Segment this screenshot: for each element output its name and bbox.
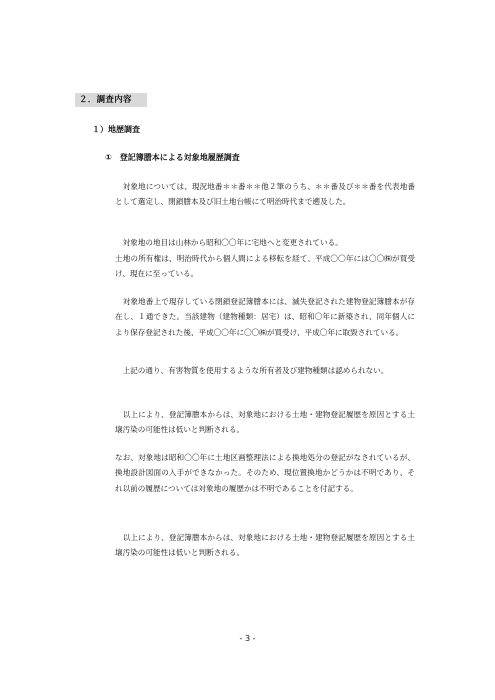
paragraph-survey-scope: 対象地については、現況地番＊＊番＊＊他２筆のうち、＊＊番及び＊＊番を代表地番として選定し、閉鎖謄本及び旧土地台帳にて明治時代まで遡及した。 (115, 182, 415, 207)
paragraph-ownership: 土地の所有権は、明治時代から個人間による移転を経て、平成〇〇年には〇〇㈱が買受け、現在に至っている。 (115, 254, 415, 279)
paragraph-conclusion-1: 以上により、登記簿謄本からは、対象地における土地・建物登記履歴を原因とする土壌汚染の可能性は低いと判断される。 (115, 410, 415, 435)
page-number: - 3 - (239, 634, 256, 643)
item-heading (105, 152, 240, 164)
item-number: ① (105, 153, 112, 162)
paragraph-conclusion-2: 以上により、登記簿謄本からは、対象地における土地・建物登記履歴を原因とする土壌汚染の可能性は低いと判断される。 (115, 533, 415, 558)
paragraph-building-record: 対象地番上で現存している閉鎖登記簿謄本には、滅失登記された建物登記簿謄本が存在し、１通できた。当該建物（建物種類：居宅）は、昭和〇年に新築され、同年個人により保存登記された後、平成〇〇年に〇〇㈱が買受け、平成〇年に取毀されている。 (115, 297, 415, 337)
subsection-heading: １）地歴調査 (92, 125, 140, 134)
paragraph-no-hazard: 上記の通り、有害物質を使用するような所有者及び建物種類は認められない。 (115, 366, 389, 375)
section-heading: ２．調査内容 (75, 93, 147, 107)
paragraph-replotting-note: なお、対象地は昭和〇〇年に土地区画整理法による換地処分の登記がなされているが、換地設計図面の入手ができなかった。そのため、現位置換地かどうかは不明であり、それ以前の履歴については対象地の履歴かは不明であることを付記する。 (115, 453, 415, 493)
paragraph-land-category: 対象地の地目は山林から昭和〇〇年に宅地へと変更されている。 (115, 238, 343, 247)
item-title: 登記簿謄本による対象地履歴調査 (119, 153, 240, 162)
